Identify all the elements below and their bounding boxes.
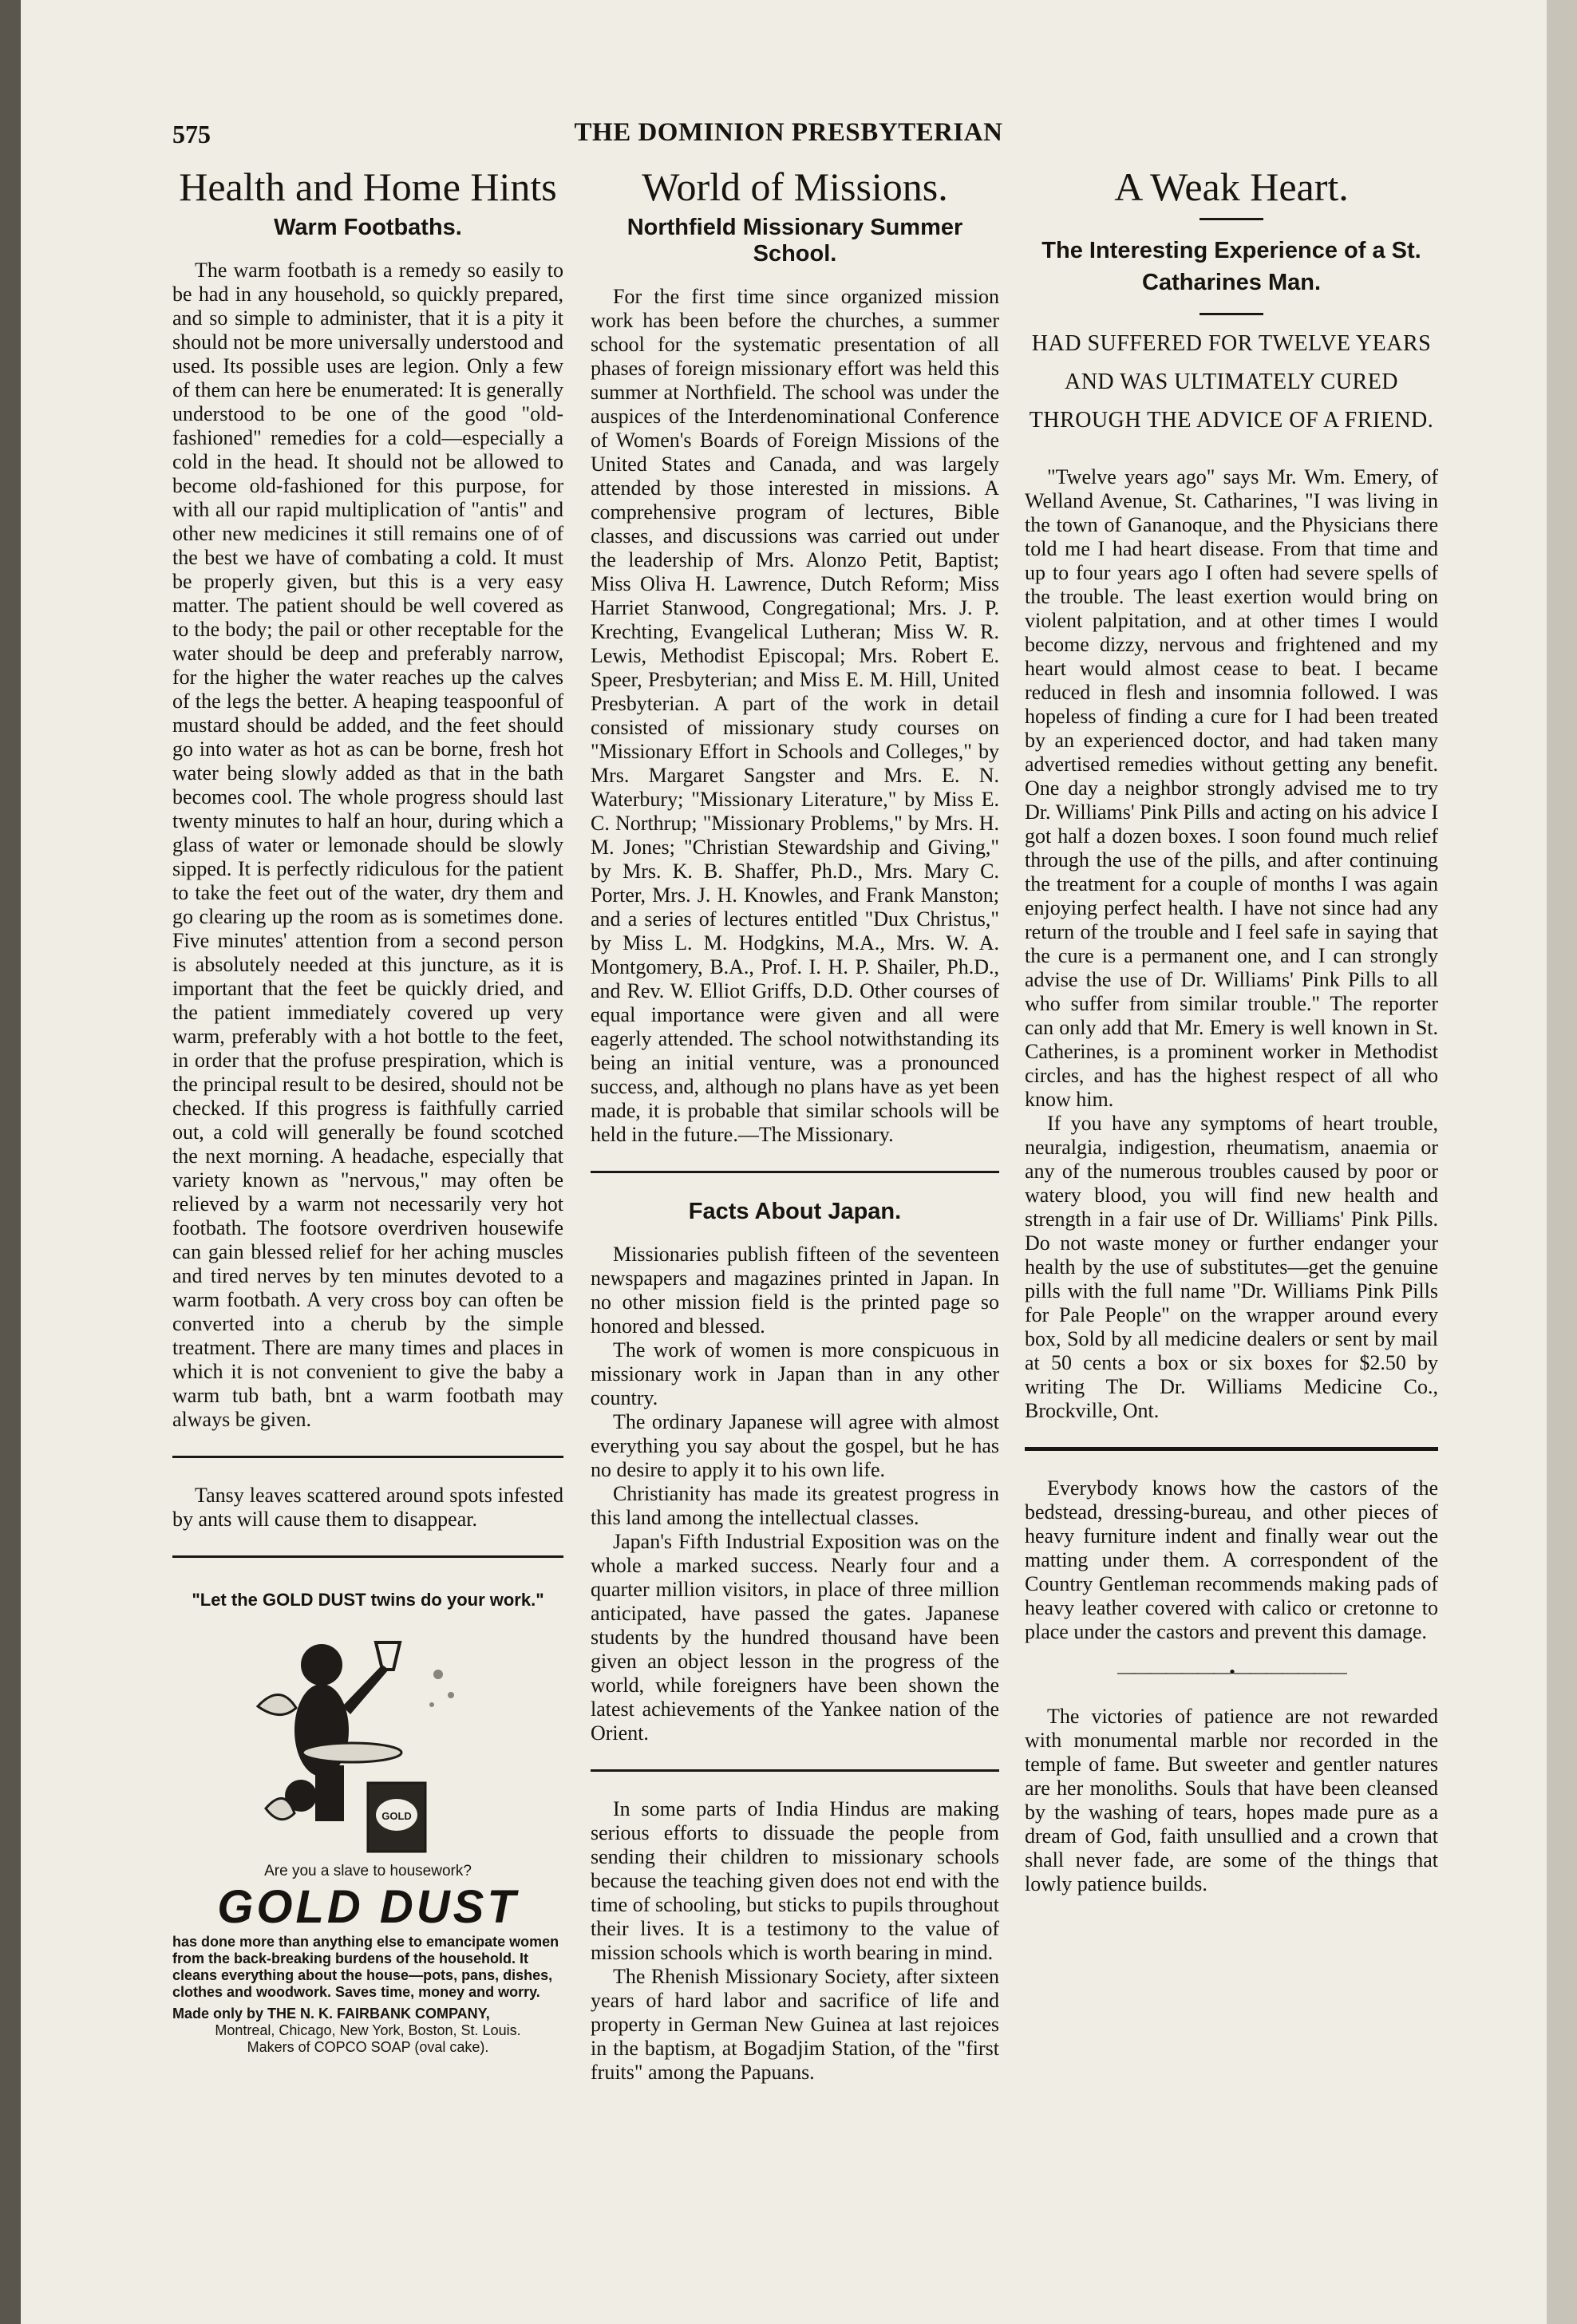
section-rule <box>591 1769 999 1772</box>
warm-footbaths-heading: Warm Footbaths. <box>274 214 462 240</box>
health-title: Health and Home Hints <box>179 164 557 209</box>
japan-paragraph: The work of women is more conspicuous in missionary work in Japan than in any other country. <box>591 1338 999 1409</box>
japan-paragraph: Missionaries publish fifteen of the seventeen newspapers and magazines printed in Japan. In no other mission field is the printed page so honored and blessed. <box>591 1242 999 1338</box>
running-head: THE DOMINION PRESBYTERIAN <box>574 118 1003 147</box>
section-rule <box>172 1456 563 1458</box>
pink-pills-advice: If you have any symptoms of heart trouble, neuralgia, indigestion, rheumatism, anaemia or any of the numerous troubles caused by poor or watery blood, you will find new health and strength in a fair use of Dr. Williams' Pink Pills. Do not waste money or further endanger your health by the use of substitutes—get the genuine pills with the full name "Dr. Williams Pink Pills for Pale People" on the wrapper around every box, Sold by all medicine dealers or sent by mail at 50 cents a box or six boxes for $2.50 by writing The Dr. Williams Medicine Co., Brockville, Ont. <box>1025 1111 1438 1422</box>
japan-heading: Facts About Japan. <box>688 1198 902 1224</box>
ad-maker-soap: Makers of COPCO SOAP (oval cake). <box>247 2038 489 2055</box>
weak-heart-testimony: "Twelve years ago" says Mr. Wm. Emery, of Welland Avenue, St. Catharines, "I was living in the town of Gananoque, and the Physicians there told me I had heart disease. From that time and up to four years ago I often had severe spells of the trouble. The least exertion would bring on violent palpitation, and at other times I would become dizzy, nervous and frightened and my heart would almost cease to beat. I became reduced in flesh and insomnia followed. I was hopeless of finding a cure for I had been treated by an experienced doctor, and had taken many advertised remedies without getting any benefit. One day a neighbor strongly advised me to try Dr. Williams' Pink Pills and acting on his advice I got half a dozen boxes. I soon found much relief through the use of the pills, and after continuing the treatment for a couple of months I was again enjoying perfect health. I have not since had any return of the trouble and I feel safe in saying that the cure is a permanent one, and I can strongly advise the use of Dr. Williams' Pink Pills to all who suffer from similar trouble." The reporter can only add that Mr. Emery is well known in St. Catherines, is a prominent worker in Methodist circles, and has the highest respect of all who know him. <box>1025 464 1438 1111</box>
ad-body-text: has done more than anything else to emancipate women from the back-breaking burdens of the household. It cleans everything about the house—pots, pans, dishes, clothes and woodwork. Saves time, money and worry. <box>172 1933 559 2000</box>
column-missions <box>591 166 999 2085</box>
page-number: 575 <box>172 120 211 148</box>
japan-paragraph: Japan's Fifth Industrial Exposition was on the whole a marked success. Nearly four and a quarter million visitors, in place of three million anticipated, have passed the gates. Japanese students by the hundred thousand have been given an object lesson in the progress of the world, while foreigners have been shown the latest achievements of the Yankee nation of the Orient. <box>591 1529 999 1745</box>
warm-footbaths-text: The warm footbath is a remedy so easily to be had in any household, so quickly prepared, and so simple to administer, that it is a pity it should not be more universally understood and used. Its possible uses are legion. Only a few of them can here be enumerated: It is generally understood to be one of the good "old-fashioned" remedies for a cold—especially a cold in the head. It should not be allowed to become old-fashioned for this purpose, for with all our rapid multiplication of "antis" and other new medicines it still remains one of of the best we have of combating a cold. It must be properly given, but this is a very easy matter. The patient should be well covered as to the body; the pail or other receptable for the water should be deep and preferably narrow, for the higher the water reaches up the calves of the legs the better. A heaping teaspoonful of mustard should be added, and the feet should go into water as hot as can be borne, fresh hot water being slowly added as that in the bath becomes cool. The whole progress should last twenty minutes to half an hour, during which a glass of water or lemonade should be slowly sipped. It is perfectly ridiculous for the patient to take the feet out of the water, dry them and go clearing up the room as is sometimes done. Five minutes' attention from a second person is absolutely needed at this juncture, as it is important that the feet be quickly dried, and the patient immediately covered up very warm, preferably with a hot bottle to the feet, in order that the profuse prespiration, which is the principal result to be desired, should not be checked. If this progress is faithfully carried out, a cold will generally be found scotched the next morning. A headache, especially that variety known as "nervous," may often be relieved by a warm not necessarily very hot footbath. The footsore overdriven housewife can gain blessed relief for her aching muscles and tired nerves by ten minutes devoted to a warm footbath. A very cross boy can often be converted into a cherub by the simple treatment. There are many times and places in which it is not convenient to give the baby a warm tub bath, bnt a warm footbath may always be given. <box>172 258 563 1431</box>
section-rule <box>1025 1447 1438 1451</box>
column-weak-heart <box>1025 166 1438 1896</box>
missions-title: World of Missions. <box>642 164 948 209</box>
patience-paragraph: The victories of patience are not rewarded with monumental marble nor recorded in the temple of fame. But sweeter and gentler natures are her monoliths. Souls that have been cleansed by the washing of tears, hopes made pure as a dream of God, faith unsullied and a crown that shall never fade, are some of the things that lowly patience builds. <box>1025 1704 1438 1895</box>
ornament-divider: ———————•——————— <box>1117 1661 1346 1682</box>
ad-maker-line: Made only by THE N. K. FAIRBANK COMPANY, <box>172 2005 490 2022</box>
column-health <box>172 166 563 2056</box>
northfield-heading: Northfield Missionary Summer School. <box>626 214 963 267</box>
gold-dust-advertisement <box>172 1590 563 2056</box>
rhenish-paragraph: The Rhenish Missionary Society, after sixteen years of hard labor and sacrifice of life and property in German New Guinea at last rejoices in the baptism, at Bogadjim Station, of the "first fruits" among the Papuans. <box>591 1964 999 2084</box>
section-rule <box>591 1171 999 1173</box>
gold-dust-logo: GOLD DUST <box>217 1880 519 1933</box>
weak-heart-caps-heading: HAD SUFFERED FOR TWELVE YEARS AND WAS ULTIMATELY CURED THROUGH THE ADVICE OF A FRIEND. <box>1029 330 1434 433</box>
scan-border-right <box>1547 0 1577 2324</box>
short-rule <box>1200 218 1263 220</box>
short-rule <box>1200 313 1263 315</box>
scan-border-left <box>0 0 21 2324</box>
section-rule <box>172 1555 563 1558</box>
ad-caption: Are you a slave to housework? <box>264 1862 472 1879</box>
weak-heart-title: A Weak Heart. <box>1114 164 1349 209</box>
ad-top-line: "Let the GOLD DUST twins do your work." <box>192 1589 544 1610</box>
gold-dust-twins-illustration <box>248 1618 488 1858</box>
castors-paragraph: Everybody knows how the castors of the bedstead, dressing-bureau, and other pieces of heavy furniture indent and finally wear out the matting under them. A correspondent of the Country Gentleman recommends making pads of heavy leather covered with calico or cretonne to place under the castors and prevent this damage. <box>1025 1476 1438 1643</box>
weak-heart-subhead: The Interesting Experience of a St. Catharines Man. <box>1041 237 1421 295</box>
japan-paragraph: Christianity has made its greatest progress in this land among the intellectual classes. <box>591 1481 999 1529</box>
india-paragraph: In some parts of India Hindus are making serious efforts to dissuade the people from sending their children to missionary schools because the teaching given does not end with the time of schooling, but sticks to pupils throughout their lives. It is a testimony to the value of mission schools which is worth bearing in mind. <box>591 1796 999 1964</box>
ad-maker-cities: Montreal, Chicago, New York, Boston, St. Louis. <box>215 2022 521 2038</box>
tansy-text: Tansy leaves scattered around spots infested by ants will cause them to disappear. <box>172 1483 563 1531</box>
northfield-text: For the first time since organized mission work has been before the churches, a summer school for the systematic presentation of all phases of foreign missionary effort was held this summer at Northfield. The school was under the auspices of the Interdenominational Conference of Women's Boards of Foreign Missions of the United States and Canada, and was largely attended by those interested in missions. A comprehensive program of lectures, Bible classes, and discussions was carried out under the leadership of Mrs. Alonzo Petit, Baptist; Miss Oliva H. Lawrence, Dutch Reform; Miss Harriet Stanwood, Congregational; Mrs. J. P. Krechting, Evangelical Lutheran; Miss W. R. Lewis, Methodist Episcopal; Mrs. Robert E. Speer, Presbyterian; and Miss E. M. Hill, United Presbyterian. A part of the work in detail consisted of missionary study courses on "Missionary Effort in Schools and Colleges," by Mrs. Margaret Sangster and Mrs. E. N. Waterbury; "Missionary Literature," by Miss E. C. Northrup; "Missionary Problems," by Mrs. H. M. Jones; "Christian Stewardship and Giving," by Mrs. K. B. Shaffer, Ph.D., Mrs. Mary C. Porter, Mrs. J. H. Knowles, and Frank Manston; and a series of lectures entitled "Dux Christus," by Miss L. M. Hodgkins, M.A., Mrs. W. A. Montgomery, B.A., Prof. I. H. P. Shailer, Ph.D., and Rev. W. Elliot Griffs, D.D. Other courses of equal importance were given and all were eagerly attended. The school notwithstanding its being an initial venture, was a pronounced success, and, although no plans have as yet been made, it is probable that similar schools will be held in the future.—The Missionary. <box>591 284 999 1146</box>
japan-paragraph: The ordinary Japanese will agree with almost everything you say about the gospel, but he has no desire to apply it to his own life. <box>591 1409 999 1481</box>
svg-text:GOLD: GOLD <box>381 1809 412 1822</box>
